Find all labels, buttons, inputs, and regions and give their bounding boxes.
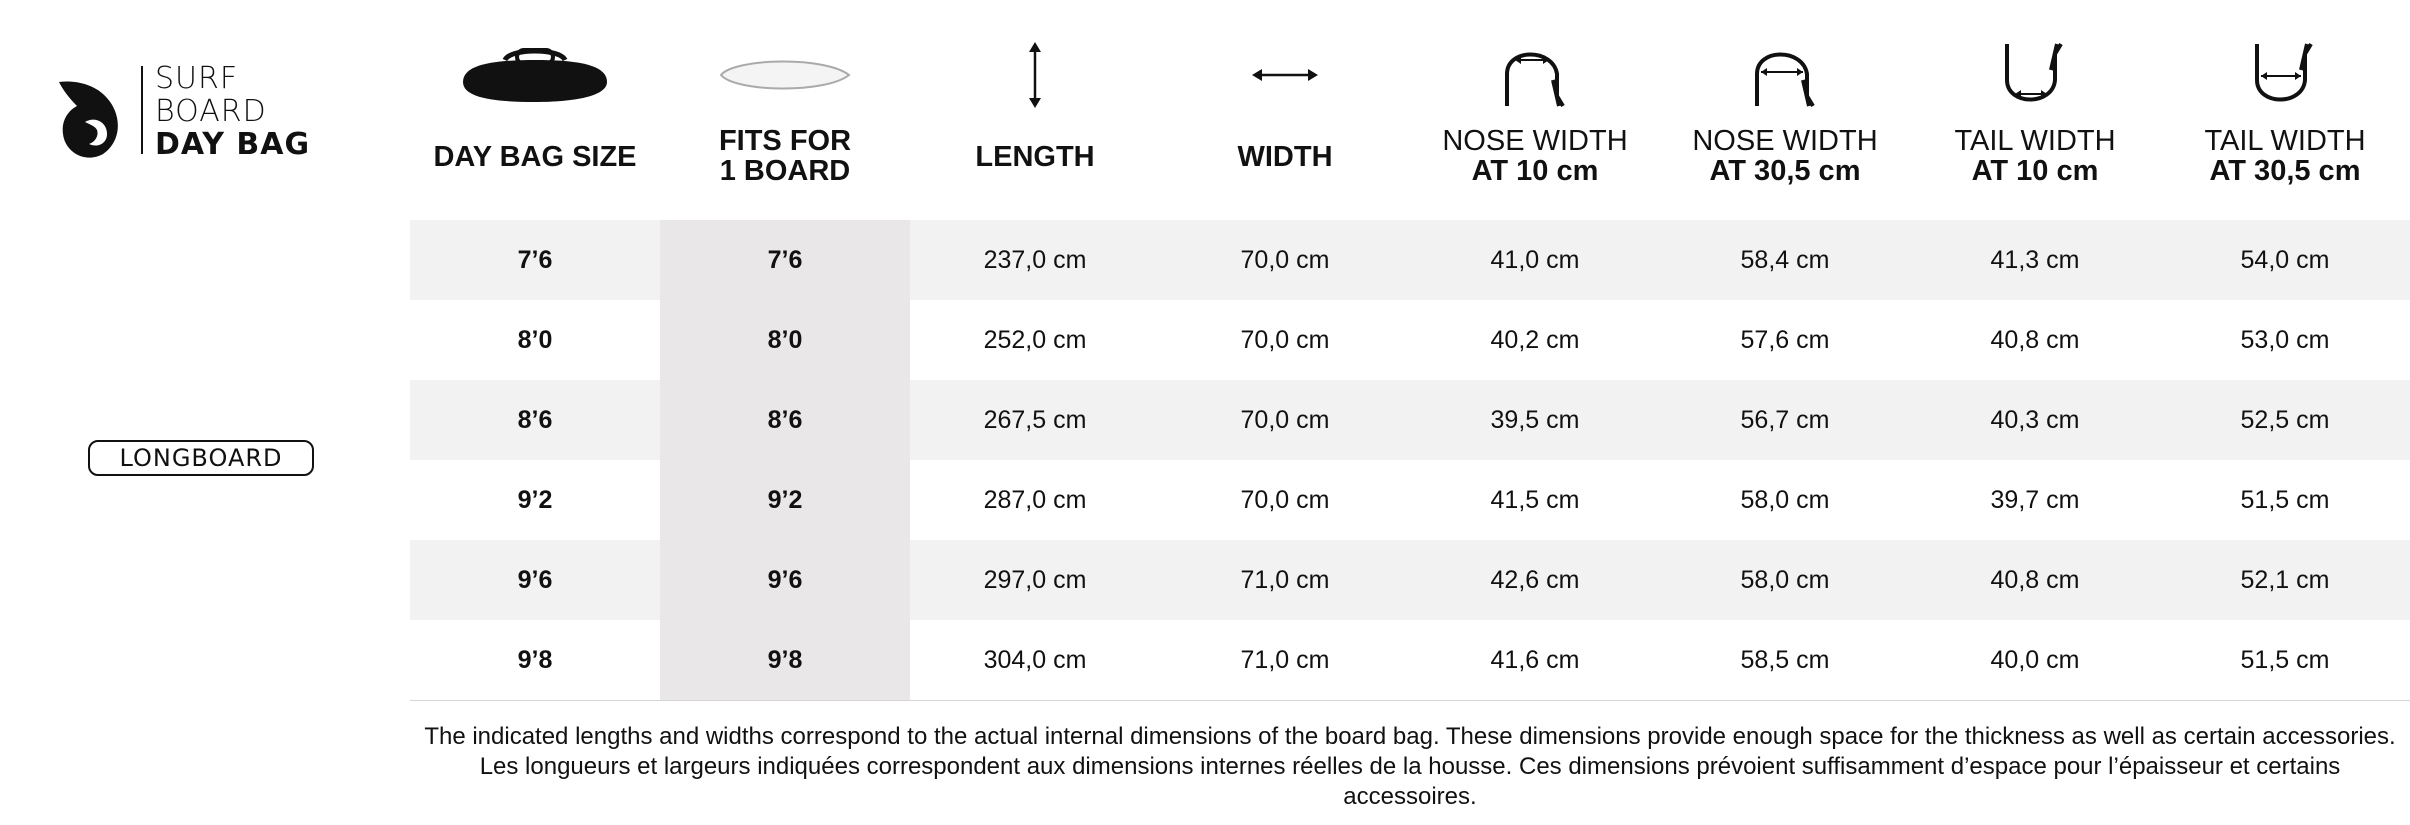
nose-width-30-icon [1660,30,1910,120]
table-cell-tail-width-30: 52,1 cm [2240,565,2330,594]
table-bottom-rule [410,700,2410,701]
table-cell-nose-width-10: 40,2 cm [1490,325,1580,354]
header-label-line-1: NOSE WIDTH [1442,125,1628,157]
table-cell-length: 287,0 cm [983,485,1087,514]
table-cell-nose-width-10: 39,5 cm [1490,405,1580,434]
header-label-line-2: AT 10 cm [1471,155,1599,187]
category-badge: LONGBOARD [88,440,314,476]
table-cell-nose-width-10: 41,0 cm [1490,245,1580,274]
table-cell-tail-width-10: 39,7 cm [1990,485,2080,514]
table-cell-tail-width-10: 40,8 cm [1990,565,2080,594]
surfboard-icon [660,30,910,120]
table-cell-tail-width-30: 51,5 cm [2240,645,2330,674]
table-cell-day-bag-size: 9’2 [517,485,553,514]
table-cell-length: 267,5 cm [983,405,1087,434]
table-cell-width: 70,0 cm [1240,485,1330,514]
tail-width-10-icon [1910,30,2160,120]
table-cell-nose-width-30: 56,7 cm [1740,405,1830,434]
table-cell-fits-for: 7’6 [767,245,803,274]
brand-title [155,62,310,161]
table-cell-nose-width-30: 58,5 cm [1740,645,1830,674]
header-label-line-1: TAIL WIDTH [2204,125,2366,157]
table-cell-nose-width-30: 58,4 cm [1740,245,1830,274]
header-label: DAY BAG SIZE [433,141,637,173]
header-label-line-1: FITS FOR [718,125,852,157]
table-cell-day-bag-size: 8’6 [517,405,553,434]
column-header-nose-width-30 [1660,0,1910,220]
table-cell-fits-for: 9’8 [767,645,803,674]
column-header-tail-width-30 [2160,0,2410,220]
table-cell-day-bag-size: 9’8 [517,645,553,674]
column-header-fits-for [660,0,910,220]
header-label-line-1: NOSE WIDTH [1692,125,1878,157]
drop-logo-icon [55,76,125,160]
brand-line-2: BOARD [155,94,267,129]
table-cell-tail-width-10: 41,3 cm [1990,245,2080,274]
table-cell-fits-for: 8’6 [767,405,803,434]
column-header-nose-width-10 [1410,0,1660,220]
table-cell-width: 71,0 cm [1240,565,1330,594]
column-header-length [910,0,1160,220]
table-cell-nose-width-10: 41,5 cm [1490,485,1580,514]
column-header-day-bag-size [410,0,660,220]
column-header-width [1160,0,1410,220]
table-cell-nose-width-30: 57,6 cm [1740,325,1830,354]
footnote-english: The indicated lengths and widths correspond to the actual internal dimensions of the board bag. These dimensions provide enough space for the thickness as well as certain accessories. [424,723,2396,750]
table-cell-tail-width-30: 51,5 cm [2240,485,2330,514]
table-cell-tail-width-30: 53,0 cm [2240,325,2330,354]
header-label-line-2: AT 10 cm [1971,155,2099,187]
brand-line-1: SURF [155,61,239,96]
column-header-tail-width-10 [1910,0,2160,220]
table-cell-tail-width-10: 40,8 cm [1990,325,2080,354]
table-cell-width: 70,0 cm [1240,405,1330,434]
header-label-line-1: TAIL WIDTH [1954,125,2116,157]
header-label-line-2: 1 BOARD [719,155,851,187]
table-cell-tail-width-30: 52,5 cm [2240,405,2330,434]
nose-width-10-icon [1410,30,1660,120]
table-cell-day-bag-size: 7’6 [517,245,553,274]
table-cell-fits-for: 8’0 [767,325,803,354]
table-cell-fits-for: 9’2 [767,485,803,514]
brand-block [55,61,335,166]
table-cell-length: 237,0 cm [983,245,1087,274]
bag-icon [410,30,660,120]
table-cell-width: 71,0 cm [1240,645,1330,674]
table-cell-length: 252,0 cm [983,325,1087,354]
brand-divider [141,66,143,154]
table-cell-day-bag-size: 9’6 [517,565,553,594]
table-cell-length: 304,0 cm [983,645,1087,674]
table-cell-nose-width-10: 42,6 cm [1490,565,1580,594]
table-cell-tail-width-10: 40,0 cm [1990,645,2080,674]
header-label: WIDTH [1237,141,1333,173]
vertical-arrow-icon [910,30,1160,120]
footnote-french: Les longueurs et largeurs indiquées correspondent aux dimensions internes réelles de la housse. Ces dimensions prévoient suffisamment d’espace pour l’épaisseur et certains accessoires. [479,753,2341,810]
table-cell-nose-width-30: 58,0 cm [1740,485,1830,514]
horizontal-arrow-icon [1160,30,1410,120]
table-cell-width: 70,0 cm [1240,325,1330,354]
table-cell-width: 70,0 cm [1240,245,1330,274]
brand-line-3: DAY BAG [155,127,311,162]
table-cell-day-bag-size: 8’0 [517,325,553,354]
header-label-line-2: AT 30,5 cm [2209,155,2361,187]
header-label-line-2: AT 30,5 cm [1709,155,1861,187]
table-cell-length: 297,0 cm [983,565,1087,594]
table-cell-fits-for: 9’6 [767,565,803,594]
footnote [410,722,2410,812]
tail-width-30-icon [2160,30,2410,120]
table-cell-nose-width-10: 41,6 cm [1490,645,1580,674]
table-cell-nose-width-30: 58,0 cm [1740,565,1830,594]
header-label: LENGTH [975,141,1095,173]
table-cell-tail-width-30: 54,0 cm [2240,245,2330,274]
table-cell-tail-width-10: 40,3 cm [1990,405,2080,434]
